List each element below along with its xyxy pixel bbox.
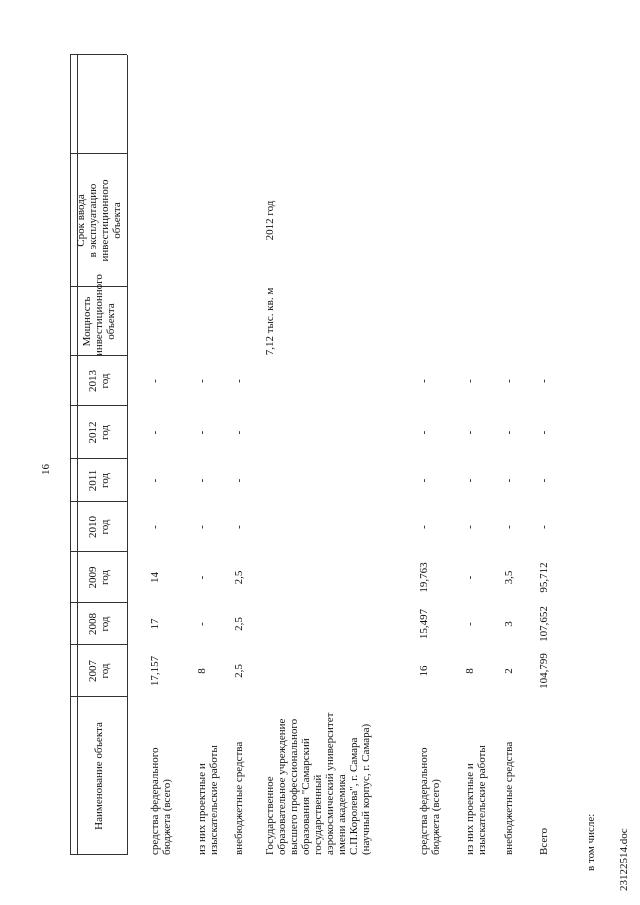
row-0-value-0: 17,157 [149, 655, 161, 687]
row-4-name-1: бюджета (всего) [430, 779, 442, 855]
row-1-name-0: из них проектные и [196, 763, 208, 855]
row-3-name-0: Государственное [264, 776, 276, 855]
row-0-value-1: 17 [149, 618, 161, 630]
row-4-value-0: 16 [418, 665, 430, 677]
row-0-name-1: бюджета (всего) [161, 779, 173, 855]
row-0-value-4: - [149, 478, 161, 483]
row-7-value-2: 95,712 [538, 562, 550, 593]
footer-code: 23122514.doc [618, 828, 630, 891]
row-5-value-3: - [464, 525, 476, 529]
row-4-value-1: 15,497 [418, 608, 430, 640]
row-1-value-2: - [196, 575, 208, 580]
row-5-value-1: - [464, 622, 476, 626]
row-3-name-6: имени академика [336, 774, 348, 855]
row-0-value-6: - [149, 379, 161, 383]
header-commissioning-2: инвестиционного [98, 179, 111, 262]
row-6-value-5: - [503, 430, 515, 435]
header-capacity-1: инвестиционного [92, 274, 105, 356]
header-year-6-0: 2013 [86, 370, 99, 392]
table-rule-3 [127, 55, 128, 855]
row-5-value-0: 8 [464, 668, 476, 674]
row-2-value-2: 2,5 [233, 570, 245, 585]
row-1-value-0: 8 [196, 668, 208, 674]
page-number: 16 [40, 464, 52, 475]
row-0-name-0: средства федерального [149, 747, 161, 855]
row-1-value-3: - [196, 525, 208, 529]
header-year-1-1: год [98, 616, 111, 632]
row-3-name-2: высшего профессионального [288, 718, 300, 855]
row-2-name-0: внебюджетные средства [233, 741, 245, 855]
header-commissioning-0: Срок ввода [74, 194, 87, 247]
column-border-11 [70, 54, 127, 55]
row-0-value-2: 14 [149, 572, 161, 583]
row-6-value-1: 3 [503, 621, 515, 627]
row-4-value-4: - [418, 478, 430, 483]
row-4-name-0: средства федерального [418, 747, 430, 855]
header-year-2-0: 2009 [86, 566, 99, 589]
row-7-value-3: - [538, 525, 550, 529]
header-year-5-0: 2012 [86, 421, 99, 444]
header-capacity-0: Мощность [80, 296, 93, 347]
row-7-value-1: 107,652 [538, 606, 550, 642]
header-year-2-1: год [98, 569, 111, 586]
header-year-0-1: год [98, 663, 111, 679]
row-1-value-5: - [196, 430, 208, 435]
row-6-value-4: - [503, 478, 515, 483]
header-year-0-0: 2007 [86, 660, 99, 682]
row-3-capacity: 7,12 тыс. кв. м [264, 287, 276, 356]
header-capacity-2: объекта [104, 303, 117, 340]
row-5-name-1: изыскательские работы [476, 745, 488, 855]
row-4-value-2: 19,763 [418, 562, 430, 593]
header-year-3-0: 2010 [86, 516, 99, 538]
row-7-value-6: - [538, 379, 550, 383]
row-2-value-6: - [233, 379, 245, 383]
row-0-value-3: - [149, 525, 161, 529]
row-5-value-4: - [464, 478, 476, 483]
row-2-value-1: 2,5 [233, 617, 245, 631]
row-6-name-0: внебюджетные средства [503, 741, 515, 855]
header-year-1-0: 2008 [86, 613, 99, 635]
row-2-value-4: - [233, 478, 245, 483]
row-6-value-3: - [503, 525, 515, 529]
row-3-name-1: образовательное учреждение [276, 718, 288, 855]
header-name: Наименование объекта [92, 722, 105, 830]
header-year-5-1: год [98, 424, 111, 441]
row-5-name-0: из них проектные и [464, 763, 476, 855]
header-year-6-1: год [98, 373, 111, 389]
row-6-value-6: - [503, 379, 515, 383]
row-6-value-2: 3,5 [503, 570, 515, 585]
row-1-name-1: изыскательские работы [208, 745, 220, 855]
row-1-value-1: - [196, 622, 208, 626]
row-3-name-7: С.П.Королева", г. Самара [348, 737, 360, 855]
row-7-name-0: Всего [538, 828, 550, 855]
row-3-term: 2012 год [264, 200, 276, 241]
including-label: в том числе: [585, 813, 597, 871]
header-commissioning-3: объекта [110, 202, 123, 239]
row-2-value-5: - [233, 430, 245, 435]
row-2-value-0: 2,5 [233, 664, 245, 678]
row-5-value-5: - [464, 430, 476, 435]
row-2-value-3: - [233, 525, 245, 529]
row-0-value-5: - [149, 430, 161, 435]
row-5-value-2: - [464, 575, 476, 580]
row-1-value-6: - [196, 379, 208, 383]
row-7-value-5: - [538, 430, 550, 435]
row-1-value-4: - [196, 478, 208, 483]
table-left-rule [70, 55, 71, 855]
row-3-name-5: аэрокосмический университет [324, 712, 336, 855]
row-4-value-3: - [418, 525, 430, 529]
row-7-value-0: 104,799 [538, 653, 550, 689]
row-7-value-4: - [538, 478, 550, 483]
header-year-4-0: 2011 [86, 469, 99, 492]
row-3-name-8: (научный корпус, г. Самара) [360, 723, 372, 855]
row-3-name-3: образования "Самарский [300, 738, 312, 855]
header-year-3-1: год [98, 519, 111, 535]
row-5-value-6: - [464, 379, 476, 383]
row-4-value-5: - [418, 430, 430, 435]
row-6-value-0: 2 [503, 668, 515, 674]
row-4-value-6: - [418, 379, 430, 383]
header-commissioning-1: в эксплуатацию [86, 183, 99, 258]
header-year-4-1: год [98, 472, 111, 489]
row-3-name-4: государственный [312, 774, 324, 855]
